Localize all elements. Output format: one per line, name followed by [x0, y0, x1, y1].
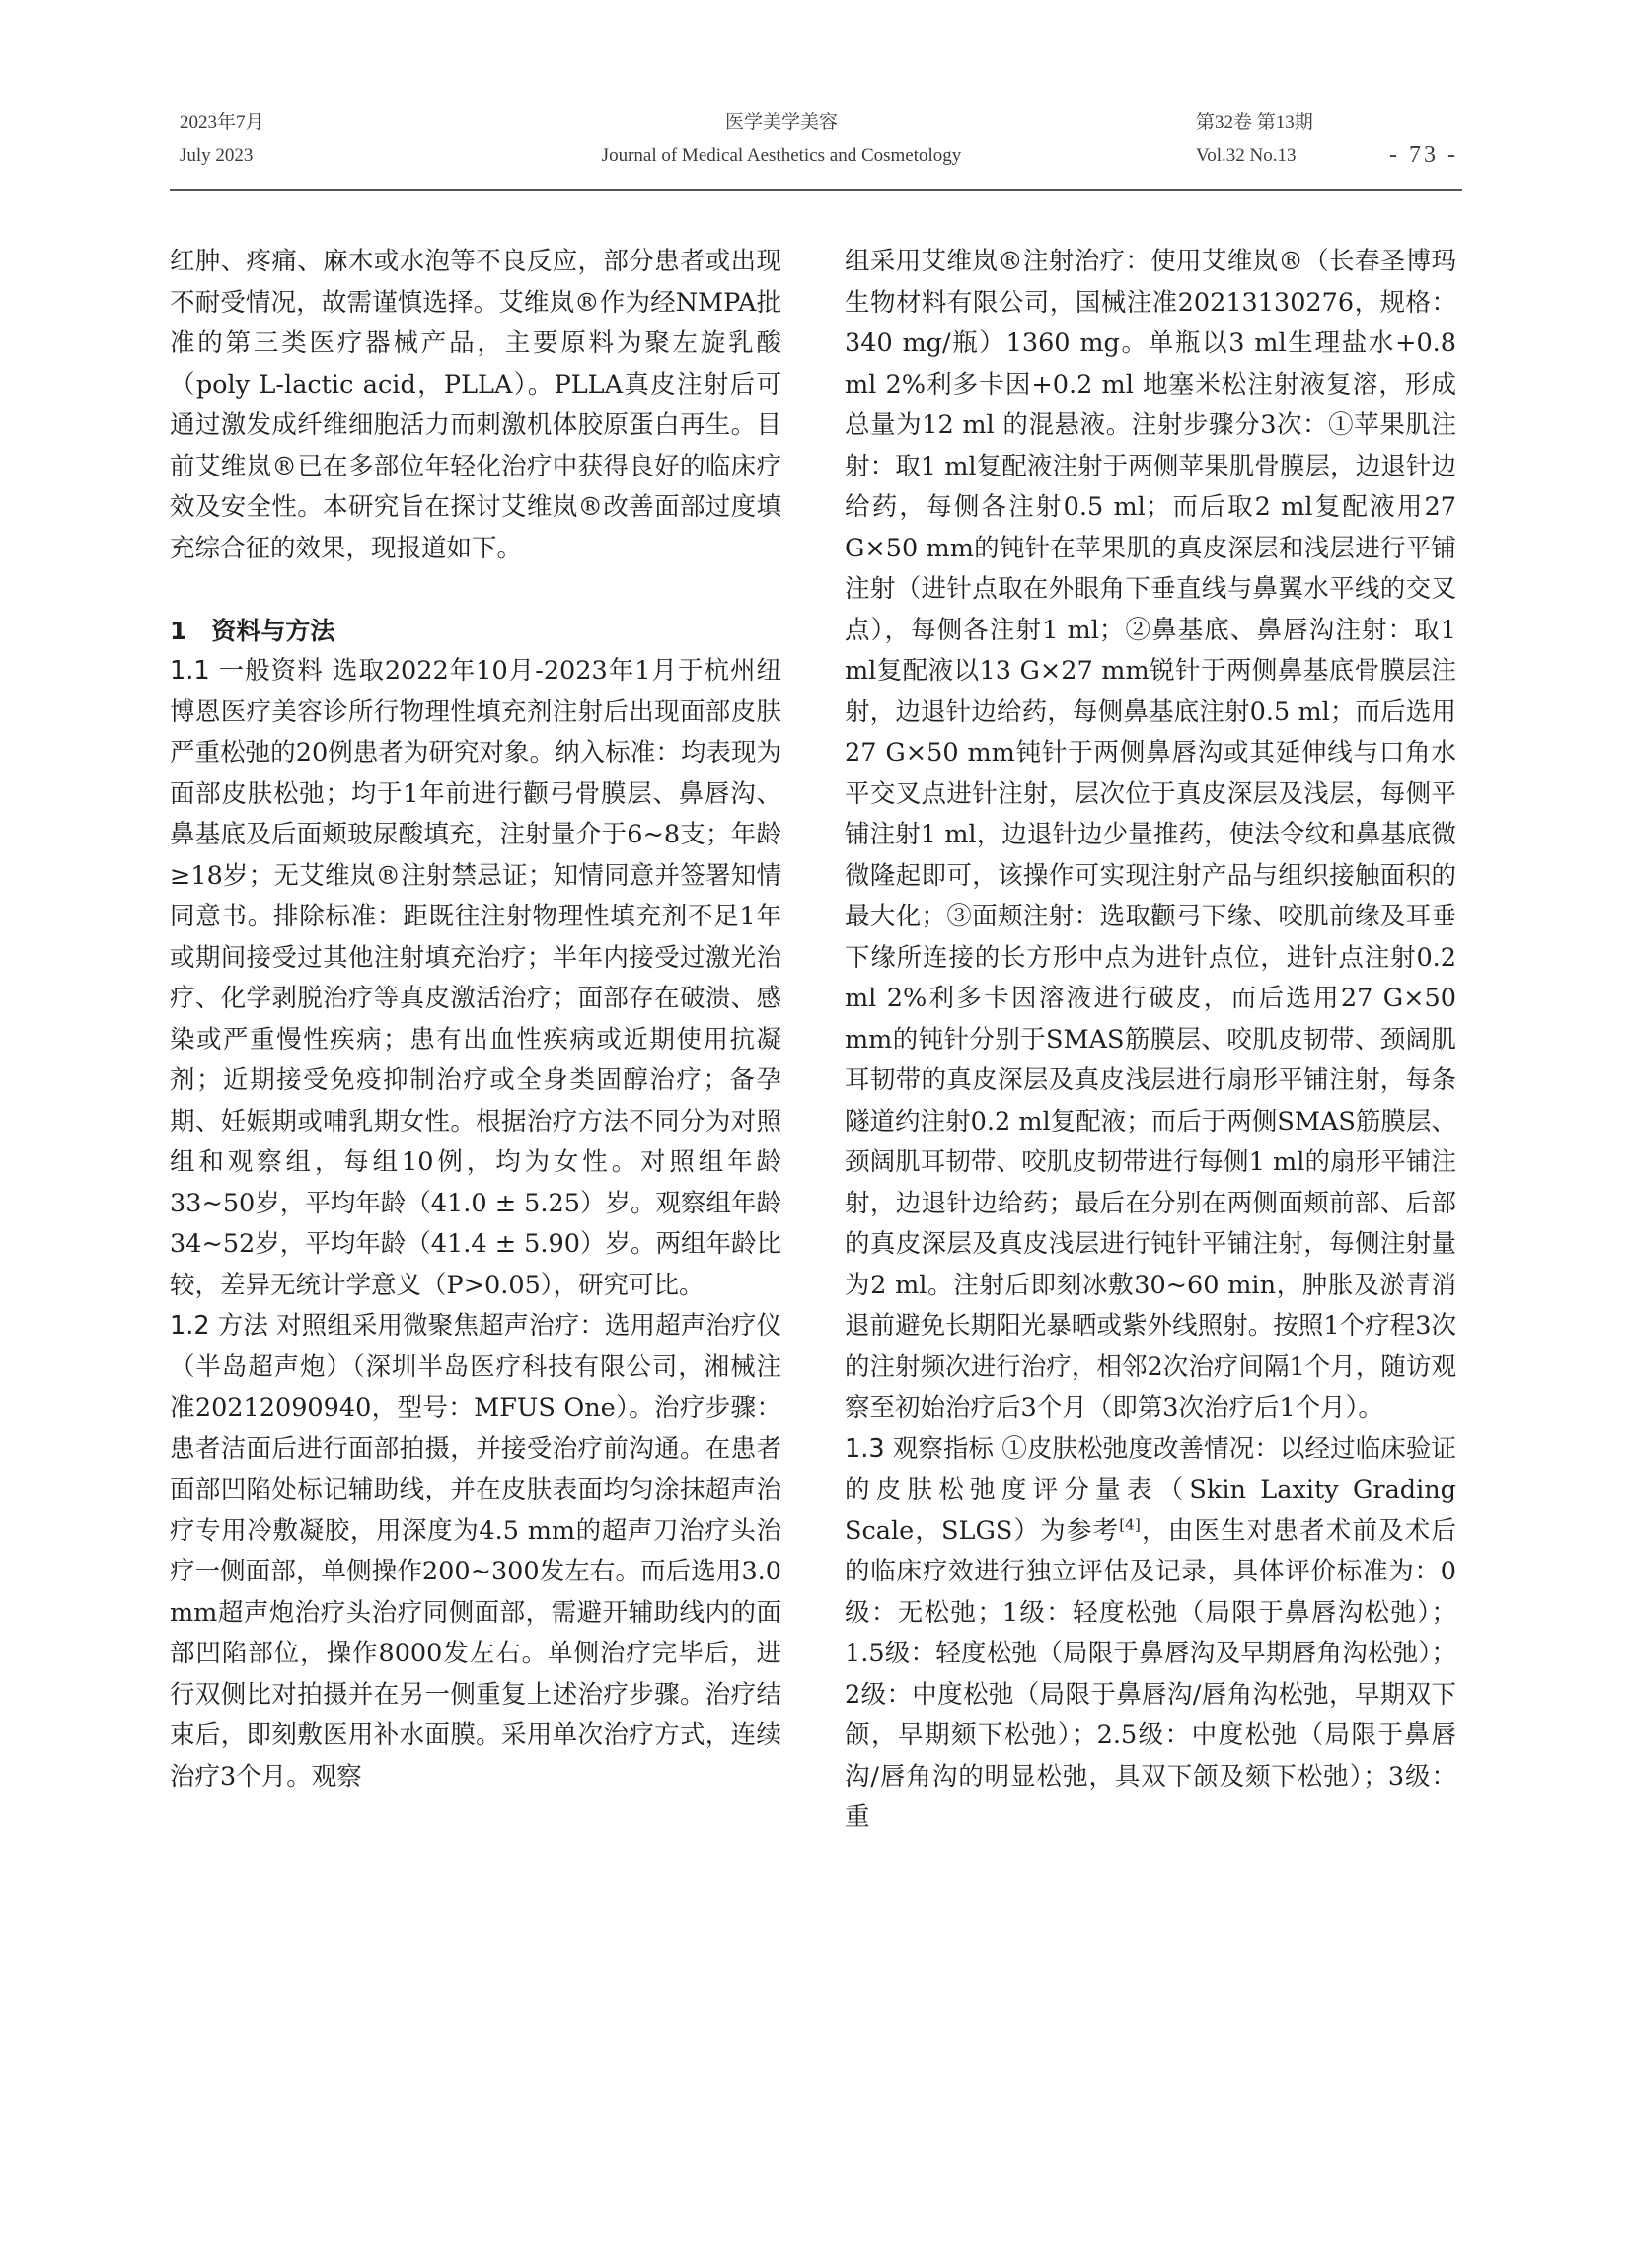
subsection-1-2 — [170, 1306, 781, 1797]
header-date-en: July 2023 — [180, 145, 254, 166]
subsection-1-1-label: 1.1 一般资料 — [170, 656, 324, 686]
header-volume-en: Vol.32 No.13 — [1196, 145, 1297, 166]
section-title-methods: 1 资料与方法 — [170, 616, 335, 645]
header-journal — [574, 107, 989, 172]
page-number: - 73 - — [1389, 142, 1458, 168]
subsection-1-1 — [170, 651, 781, 1306]
header-rule — [170, 189, 1462, 191]
intro-paragraph: 红肿、疼痛、麻木或水泡等不良反应，部分患者或出现不耐受情况，故需谨慎选择。艾维岚®作为经NMPA批准的第三类医疗器械产品，主要原料为聚左旋乳酸（poly L-lactic acid，PLLA）。PLLA真皮注射后可通过激发成纤维细胞活力而刺激机体胶原蛋白再生。目前艾维岚®已在多部位年轻化治疗中获得良好的临床疗效及安全性。本研究旨在探讨艾维岚®改善面部过度填充综合征的效果，现报道如下。 — [170, 247, 781, 563]
header-date — [180, 107, 264, 172]
subsection-1-3 — [845, 1429, 1456, 1839]
subsection-1-2-label: 1.2 方法 — [170, 1311, 268, 1341]
right-column — [845, 242, 1456, 1839]
page-header — [170, 99, 1462, 187]
subsection-1-3-text-b: ，由医生对患者术前及术后的临床疗效进行独立评估及记录，具体评价标准为：0级：无松弛；1级：轻度松弛（局限于鼻唇沟松弛）；1.5级：轻度松弛（局限于鼻唇沟及早期唇角沟松弛）；2级：中度松弛（局限于鼻唇沟/唇角沟松弛，早期双下颌，早期颏下松弛）；2.5级：中度松弛（局限于鼻唇沟/唇角沟的明显松弛，具双下颌及颏下松弛）；3级：重 — [845, 1515, 1456, 1832]
subsection-1-2-text: 对照组采用微聚焦超声治疗：选用超声治疗仪（半岛超声炮）（深圳半岛医疗科技有限公司，湘械注准20212090940，型号：MFUS One）。治疗步骤：患者洁面后进行面部拍摄，并接受治疗前沟通。在患者面部凹陷处标记辅助线，并在皮肤表面均匀涂抹超声治疗专用冷敷凝胶，用深度为4.5 mm的超声刀治疗头治疗一侧面部，单侧操作200~300发左右。而后选用3.0 mm超声炮治疗头治疗同侧面部，需避开辅助线内的面部凹陷部位，操作8000发左右。单侧治疗完毕后，进行双侧比对拍摄并在另一侧重复上述治疗步骤。治疗结束后，即刻敷医用补水面膜。采用单次治疗方式，连续治疗3个月。观察 — [170, 1311, 781, 1792]
header-volume — [1196, 107, 1313, 172]
subsection-1-3-label: 1.3 观察指标 — [845, 1433, 995, 1464]
header-volume-cn: 第32卷 第13期 — [1196, 112, 1313, 133]
reference-marker[interactable]: [4] — [1119, 1515, 1141, 1533]
header-date-cn: 2023年7月 — [180, 112, 264, 133]
subsection-1-1-text: 选取2022年10月-2023年1月于杭州纽博恩医疗美容诊所行物理性填充剂注射后出现面部皮肤严重松弛的20例患者为研究对象。纳入标准：均表现为面部皮肤松弛；均于1年前进行颧弓骨膜层、鼻唇沟、鼻基底及后面颊玻尿酸填充，注射量介于6~8支；年龄≥18岁；无艾维岚®注射禁忌证；知情同意并签署知情同意书。排除标准：距既往注射物理性填充剂不足1年或期间接受过其他注射填充治疗；半年内接受过激光治疗、化学剥脱治疗等真皮激活治疗；面部存在破溃、感染或严重慢性疾病；患有出血性疾病或近期使用抗凝剂；近期接受免疫抑制治疗或全身类固醇治疗；备孕期、妊娠期或哺乳期女性。根据治疗方法不同分为对照组和观察组，每组10例，均为女性。对照组年龄33~50岁，平均年龄（41.0 ± 5.25）岁。观察组年龄34~52岁，平均年龄（41.4 ± 5.90）岁。两组年龄比较，差异无统计学意义（P>0.05），研究可比。 — [170, 656, 781, 1300]
header-journal-cn: 医学美学美容 — [724, 112, 838, 133]
left-column — [170, 242, 781, 1797]
subsection-1-2-continued: 组采用艾维岚®注射治疗：使用艾维岚®（长春圣博玛生物材料有限公司，国械注准20213130276，规格：340 mg/瓶）1360 mg。单瓶以3 ml生理盐水+0.8 ml 2%利多卡因+0.2 ml 地塞米松注射液复溶，形成总量为12 ml 的混悬液。注射步骤分3次：①苹果肌注射：取1 ml复配液注射于两侧苹果肌骨膜层，边退针边给药，每侧各注射0.5 ml；而后取2 ml复配液用27 G×50 mm的钝针在苹果肌的真皮深层和浅层进行平铺注射（进针点取在外眼角下垂直线与鼻翼水平线的交叉点），每侧各注射1 ml；②鼻基底、鼻唇沟注射：取1 ml复配液以13 G×27 mm锐针于两侧鼻基底骨膜层注射，边退针边给药，每侧鼻基底注射0.5 ml；而后选用27 G×50 mm钝针于两侧鼻唇沟或其延伸线与口角水平交叉点进针注射，层次位于真皮深层及浅层，每侧平铺注射1 ml，边退针边少量推药，使法令纹和鼻基底微微隆起即可，该操作可实现注射产品与组织接触面积的最大化；③面颊注射：选取颧弓下缘、咬肌前缘及耳垂下缘所连接的长方形中点为进针点位，进针点注射0.2 ml 2%利多卡因溶液进行破皮，而后选用27 G×50 mm的钝针分别于SMAS筋膜层、咬肌皮韧带、颈阔肌耳韧带的真皮深层及真皮浅层进行扇形平铺注射，每条隧道约注射0.2 ml复配液；而后于两侧SMAS筋膜层、颈阔肌耳韧带、咬肌皮韧带进行每侧1 ml的扇形平铺注射，边退针边给药；最后在分别在两侧面颊前部、后部的真皮深层及真皮浅层进行钝针平铺注射，每侧注射量为2 ml。注射后即刻冰敷30~60 min，肿胀及淤青消退前避免长期阳光暴晒或紫外线照射。按照1个疗程3次的注射频次进行治疗，相邻2次治疗间隔1个月，随访观察至初始治疗后3个月（即第3次治疗后1个月）。 — [845, 247, 1456, 1423]
header-journal-en: Journal of Medical Aesthetics and Cosmetology — [601, 145, 962, 166]
subsection-1-3-text-a: ①皮肤松弛度改善情况：以经过临床验证的皮肤松弛度评分量表（Skin Laxity Grading Scale，SLGS）为参考 — [845, 1433, 1456, 1546]
